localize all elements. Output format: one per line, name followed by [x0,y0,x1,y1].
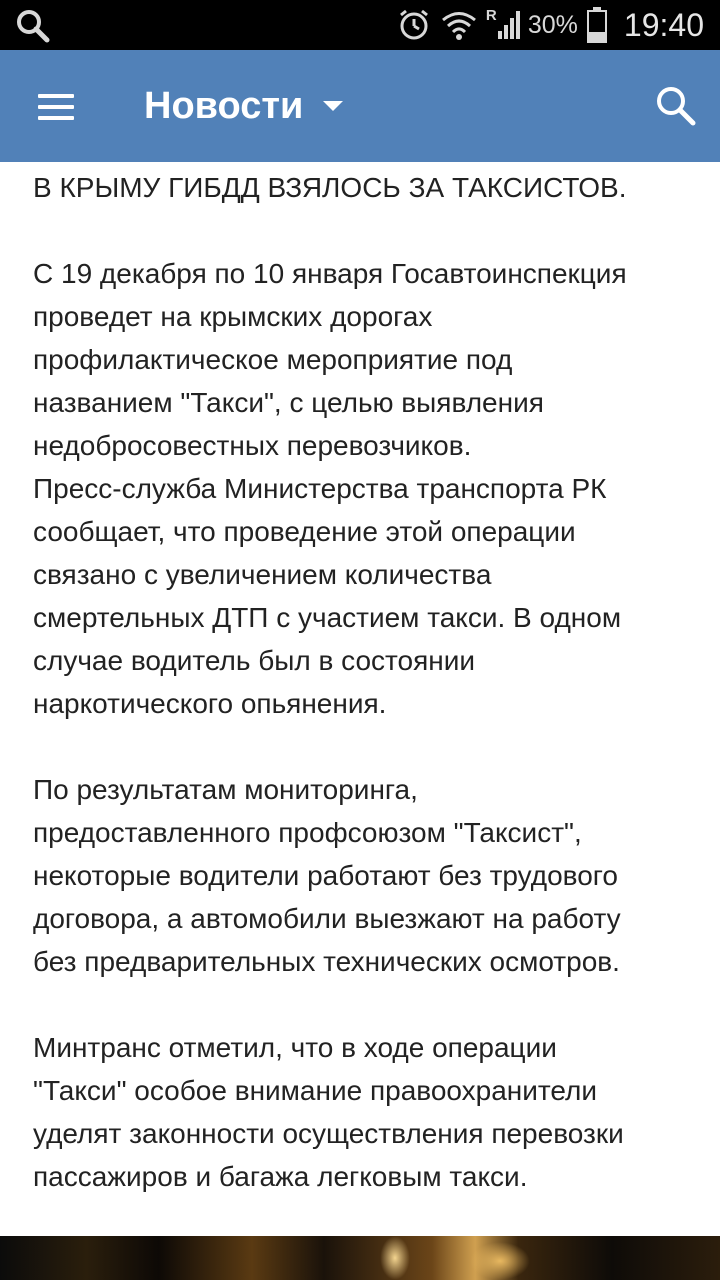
menu-button[interactable] [26,84,86,130]
article-paragraph: С 19 декабря по 10 января Госавтоинспекция проведет на крымских дорогах профилактическое мероприятие под названием "Такси", с целью выявления недобросовестных перевозчиков. Пресс-служба Министерства транспорта РК сообщает, что проведение этой операции связано с увеличением количества смертельных ДТП с участием такси. В одном случае водитель был в состоянии наркотического опьянения. [33,258,627,719]
clock: 19:40 [623,6,704,43]
chevron-down-icon [323,101,343,111]
battery-percent: 30% [527,10,578,39]
signal-indicator [486,7,520,43]
search-icon [659,89,693,123]
article-body [33,166,693,1241]
app-bar [0,50,720,162]
article-image [0,1236,720,1280]
page-title: Новости [144,84,304,127]
section-selector[interactable] [144,80,343,132]
status-bar [0,0,720,50]
article-paragraph: По результатам мониторинга, предоставленного профсоюзом "Таксист", некоторые водители работают без трудового договора, а автомобили выезжают на работу без предварительных технических осмотров. [33,774,621,977]
wifi-icon [440,7,478,43]
article-heading: В КРЫМУ ГИБДД ВЗЯЛОСЬ ЗА ТАКСИСТОВ. [33,172,627,203]
article-paragraph: Минтранс отметил, что в ходе операции "Такси" особое внимание правоохранители уделят законности осуществления перевозки пассажиров и багажа легковым такси. [33,1032,624,1192]
status-indicators [396,0,704,50]
search-icon [14,7,54,43]
roaming-label: R [485,7,497,24]
alarm-icon [396,7,432,43]
search-button[interactable] [652,82,700,130]
signal-icon [486,7,520,43]
battery-icon [586,6,608,44]
